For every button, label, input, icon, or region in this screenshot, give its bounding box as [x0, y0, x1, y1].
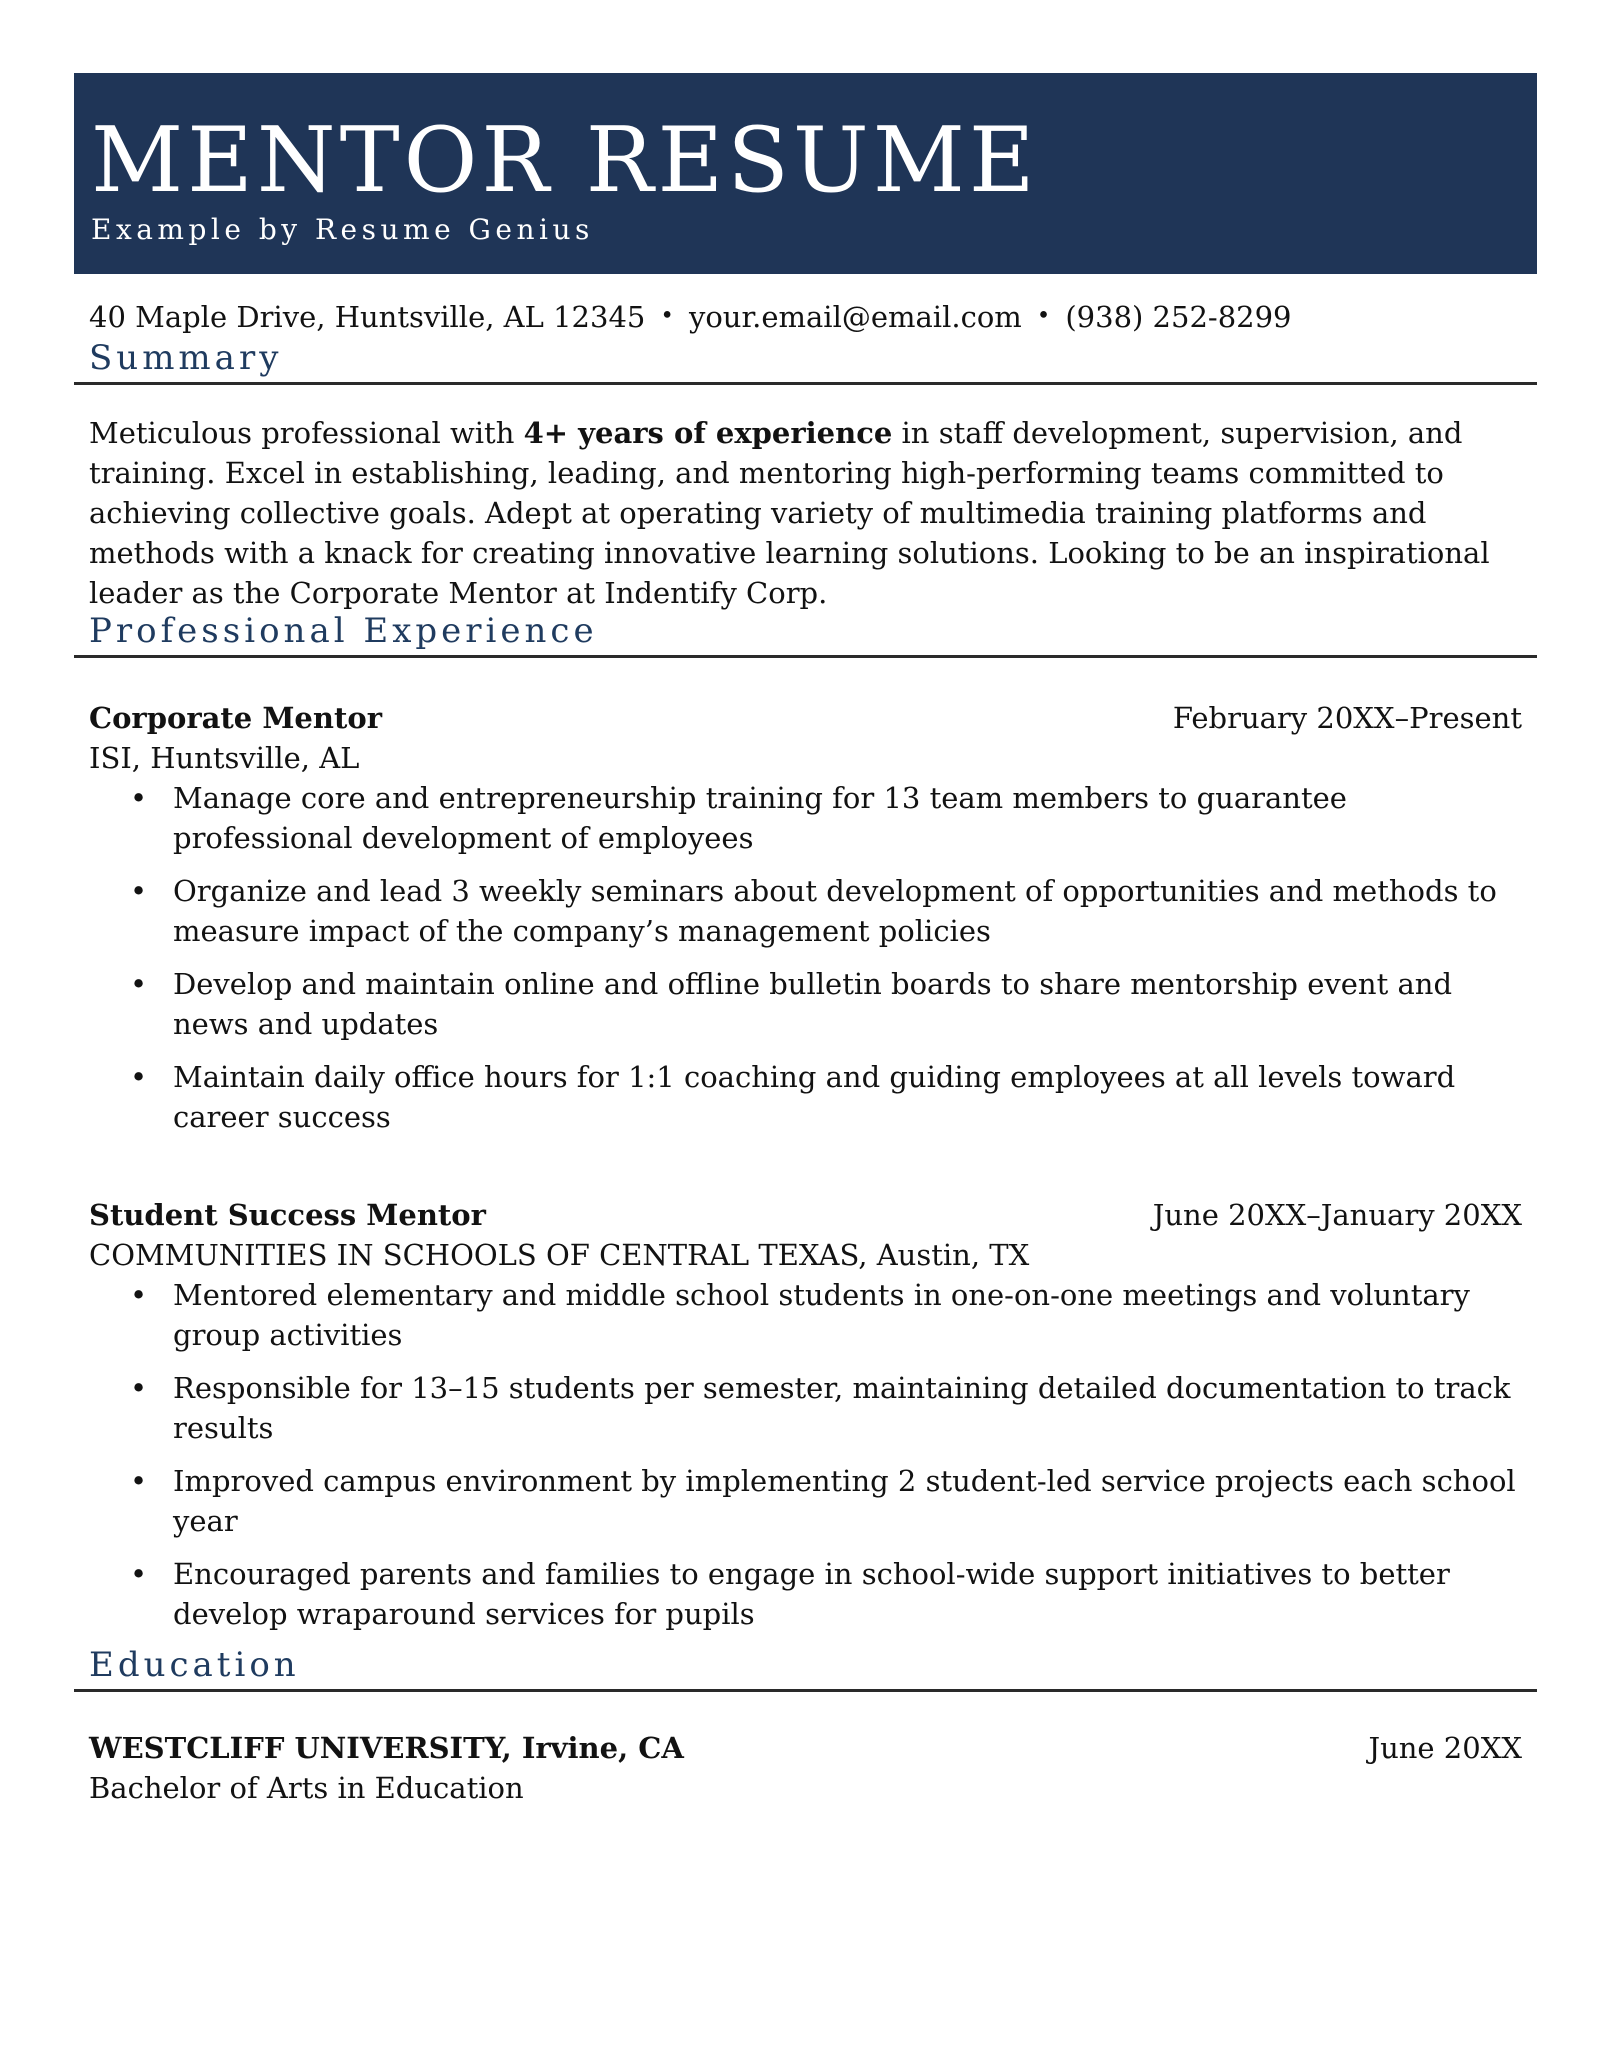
job-dates: February 20XX–Present: [1172, 701, 1522, 735]
bullet-item: • Improved campus environment by implementing 2 student-led service projects each school year: [74, 1461, 1537, 1541]
job-dates: June 20XX–January 20XX: [1152, 1198, 1522, 1232]
bullet-item: • Organize and lead 3 weekly seminars about development of opportunities and methods to measure impact of the company’s management policies: [74, 871, 1537, 951]
section-heading-experience: Professional Experience: [74, 613, 1537, 658]
section-heading-education: Education: [74, 1647, 1537, 1692]
job-header: [74, 698, 1537, 738]
job-title: Student Success Mentor: [89, 1198, 486, 1232]
job-header: [74, 1195, 1537, 1235]
education-degree: Bachelor of Arts in Education: [89, 1771, 524, 1805]
experience-section: [74, 613, 1537, 1634]
education-section: [74, 1647, 1537, 1808]
bullet-item: • Maintain daily office hours for 1:1 coaching and guiding employees at all levels toward career success: [74, 1057, 1537, 1137]
job-company: COMMUNITIES IN SCHOOLS OF CENTRAL TEXAS, Austin, TX: [89, 1238, 1030, 1272]
education-school: WESTCLIFF UNIVERSITY, Irvine, CA: [89, 1731, 684, 1765]
contact-separator-dot: •: [660, 303, 674, 329]
section-heading-summary: Summary: [74, 340, 1537, 385]
bullet-item: • Develop and maintain online and offline bulletin boards to share mentorship event and news and updates: [74, 964, 1537, 1044]
resume-title: MENTOR RESUME: [91, 108, 1039, 213]
summary-text-bold: 4+ years of experience: [523, 416, 893, 450]
summary-section: [74, 340, 1537, 613]
bullet-item: • Responsible for 13–15 students per semester, maintaining detailed documentation to track results: [74, 1368, 1537, 1448]
summary-text: [74, 413, 1537, 613]
job-bullet-list: [74, 1275, 1537, 1634]
bullet-item: • Encouraged parents and families to engage in school-wide support initiatives to better develop wraparound services for pupils: [74, 1554, 1537, 1634]
education-dates: June 20XX: [1368, 1731, 1522, 1765]
education-header: [74, 1728, 1537, 1768]
job-entry-student-success-mentor: [74, 1195, 1537, 1634]
contact-phone: (938) 252-8299: [1065, 300, 1292, 334]
contact-address: 40 Maple Drive, Huntsville, AL 12345: [89, 300, 646, 334]
resume-subtitle: Example by Resume Genius: [91, 213, 594, 246]
job-title: Corporate Mentor: [89, 701, 382, 735]
contact-email: your.email@email.com: [688, 300, 1022, 334]
job-bullet-list: [74, 778, 1537, 1137]
job-company: ISI, Huntsville, AL: [89, 741, 360, 775]
bullet-item: • Mentored elementary and middle school students in one-on-one meetings and voluntary group activities: [74, 1275, 1537, 1355]
header-banner: [74, 73, 1537, 274]
bullet-item: • Manage core and entrepreneurship training for 13 team members to guarantee professional development of employees: [74, 778, 1537, 858]
summary-text-start: Meticulous professional with: [89, 416, 524, 450]
contact-line: [74, 297, 1537, 340]
resume-content: [74, 297, 1537, 1808]
summary-text-end: in staff development, supervision, and training. Excel in establishing, leading, and mentoring high-performing teams committed to achieving collective goals. Adept at operating variety of multimedia training platforms and methods with a knack for creating innovative learning solutions. Looking to be an inspirational leader as the Corporate Mentor at Indentify Corp.: [89, 416, 1490, 610]
job-entry-corporate-mentor: [74, 698, 1537, 1137]
contact-separator-dot: •: [1036, 303, 1051, 329]
